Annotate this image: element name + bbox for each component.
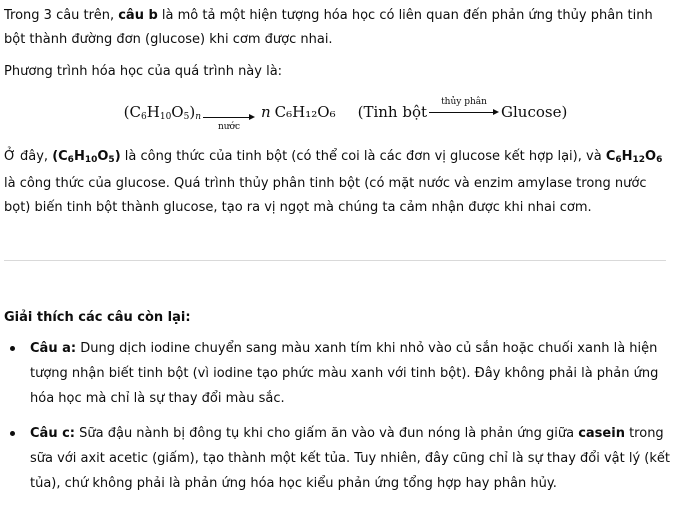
intro-prefix: Trong 3 câu trên, — [4, 8, 119, 23]
list-item-bold-term: casein — [578, 426, 625, 441]
intro-bold: câu b — [118, 8, 158, 23]
bullet-icon — [10, 431, 15, 436]
starch-formula: (C6H10O5) — [52, 149, 121, 165]
arrow-label-below: nước — [217, 122, 241, 132]
glucose-formula: C6H12O6 — [605, 149, 663, 165]
explanation-paragraph: Ở đây, (C6H10O5) là công thức của tinh bột (có thể coi là các đơn vị glucose kết hợp lại), và C6H12O6 là công thức của glucose. Quá trình thủy phân tinh bột (có mặt nước và enzim amylase trong nước bọt) biến tinh bột thành glucose, tạo ra vị ngọt mà chúng ta cảm nhận được khi nhai cơm. — [4, 149, 663, 215]
equation-words-reactant: (Tinh bột — [357, 103, 427, 121]
divider — [4, 260, 666, 261]
section-title: Giải thích các câu còn lại: — [4, 310, 191, 325]
intro-rest: là mô tả một hiện tượng hóa học có liên quan đến phản ứng thủy phân tinh bột thành đường đơn (glucose) khi cơm được nhai. — [4, 8, 653, 47]
explanation-list — [0, 336, 680, 506]
chemical-equation — [0, 94, 691, 130]
list-item-text: Dung dịch iodine chuyển sang màu xanh tím khi nhỏ vào củ sắn hoặc chuối xanh là hiện tượng nhận biết tinh bột (vì iodine tạo phức màu xanh với tinh bột). Đây không phải là phản ứng hóa học mà chỉ là sự thay đổi màu sắc. — [30, 341, 659, 406]
arrow-right-icon — [203, 112, 255, 122]
list-item — [0, 336, 670, 411]
equation-reactant: $(C_6H_{10}O_5)_n$ — [123, 102, 201, 122]
list-item-label: Câu a: — [30, 341, 77, 356]
reaction-arrow — [203, 102, 255, 132]
equation-intro: Phương trình hóa học của quá trình này là: — [4, 64, 283, 79]
word-reaction-arrow — [429, 97, 499, 117]
list-item-text-continued: trong sữa với axit acetic (giấm), tạo thành một kết tủa. Tuy nhiên, đây cũng chỉ là sự thay đổi vật lý (kết tủa), chứ không phải là phản ứng hóa học kiểu phản ứng tổng hợp hay phân hủy. — [30, 426, 671, 491]
intro-paragraph — [4, 4, 664, 52]
equation-product: C₆H₁₂O₆ — [274, 103, 336, 121]
arrow-right-icon — [429, 107, 499, 117]
arrow-label-above: thủy phân — [441, 97, 487, 107]
list-item — [0, 421, 670, 496]
list-item-label: Câu c: — [30, 426, 75, 441]
list-item-text: Sữa đậu nành bị đông tụ khi cho giấm ăn vào và đun nóng là phản ứng giữa — [75, 426, 579, 441]
equation-words-product: Glucose) — [501, 103, 568, 121]
bullet-icon — [10, 346, 15, 351]
equation-product-coefficient: n — [261, 103, 271, 121]
